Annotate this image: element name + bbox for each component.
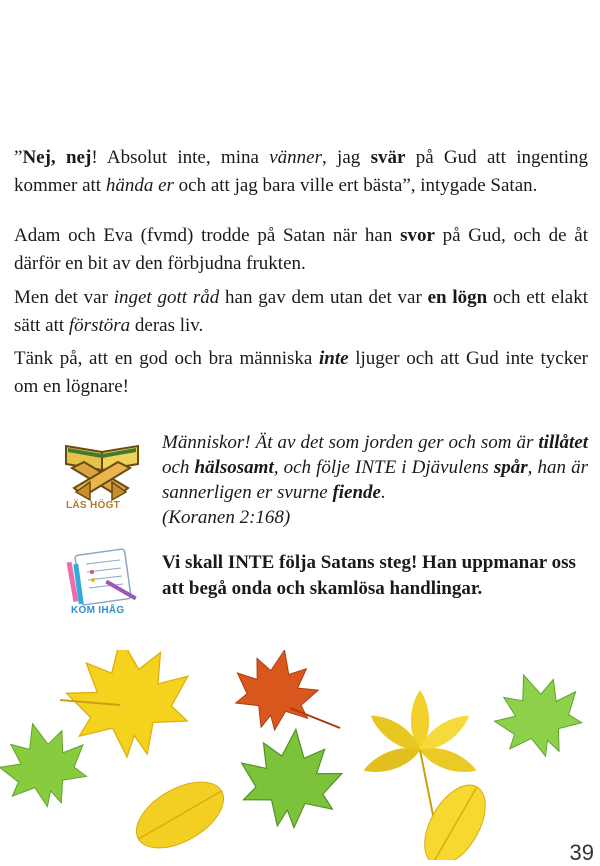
emphasis-bold: hälsosamt [194, 457, 274, 478]
emphasis-bold: svär [370, 147, 406, 168]
leaf-green-maple [483, 660, 593, 768]
text-span: och att jag bara ville ert bästa”, intygade Satan. [173, 175, 538, 196]
emphasis-bold: Nej, nej [22, 147, 92, 168]
emphasis-italic: hända er [105, 175, 174, 196]
remember-label: KOM IHÅG [71, 605, 125, 616]
page-number: 39 [569, 840, 594, 865]
text-span: och ett elakt sätt att [14, 287, 588, 336]
paragraph-bad-advice [14, 284, 588, 340]
text-span: deras liv. [130, 315, 204, 336]
text-span: han gav dem utan det var [219, 287, 428, 308]
emphasis-italic: förstöra [68, 315, 131, 336]
text-span: på Gud att ingenting kommer att [14, 147, 589, 196]
paragraph-satan-oath [14, 144, 588, 200]
text-span: . [381, 482, 386, 503]
read-aloud-label: LÄS HÖGT [66, 500, 121, 511]
emphasis-bold: svor [400, 225, 435, 246]
emphasis-bold: tillåtet [538, 432, 588, 453]
remember-text: Vi skall INTE följa Satans steg! Han uppmanar oss att begå onda och skamlösa handlingar. [162, 552, 576, 599]
emphasis-bold: fiende [332, 482, 381, 503]
text-span: Tänk på, att en god och bra människa [14, 348, 319, 369]
leaf-orange-maple [227, 650, 325, 737]
leaf-green-maple [0, 712, 96, 815]
emphasis-bold: en lögn [427, 287, 488, 308]
text-span: och [162, 457, 195, 478]
text-span: ! Absolut inte, mina [91, 147, 270, 168]
text-span: Adam och Eva (fvmd) trodde på Satan när han [14, 225, 401, 246]
emphasis-italic: vänner [269, 147, 322, 168]
text-span: , och följe INTE i Djävulens [273, 457, 494, 478]
emphasis-bold: spår [493, 457, 528, 478]
text-span: , jag [321, 147, 371, 168]
text-span: på Gud, och de åt därför en bit av den förbjudna frukten. [14, 225, 588, 274]
leaf-yellow-oval [125, 768, 234, 860]
quran-reference: (Koranen 2:168) [162, 507, 291, 528]
leaf-yellow-chestnut [361, 690, 480, 779]
text-span: Men det var [14, 287, 114, 308]
emphasis-bold-italic: inte [319, 348, 349, 369]
emphasis-italic: inget gott råd [113, 287, 220, 308]
leaf-green-maple [235, 724, 345, 832]
quran-quote [162, 430, 588, 530]
text-span: , han är sannerligen er svurne [162, 457, 588, 503]
paragraph-think [14, 345, 588, 401]
text-span: ” [14, 147, 23, 168]
leaf-yellow-oval [412, 775, 498, 860]
text-span: ljuger och att Gud inte tycker om en lögnare! [14, 348, 588, 397]
text-span: Människor! Ät av det som jorden ger och som är [162, 432, 539, 453]
autumn-leaves-illustration [0, 650, 600, 860]
paragraph-adam-eva [14, 222, 588, 278]
